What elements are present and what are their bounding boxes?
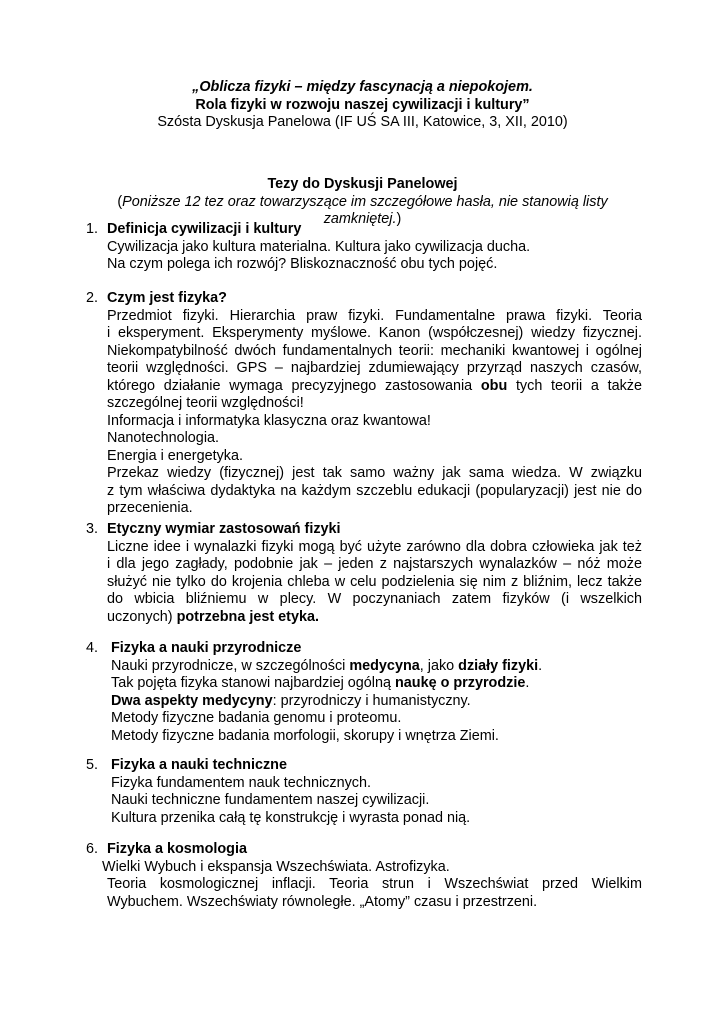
item-number: 1. <box>86 221 99 237</box>
item-line: Informacja i informatyka klasyczna oraz kwantowa! <box>107 412 431 429</box>
item-line: którego działanie wymaga precyzyjnego zastosowania obu tych teorii a także <box>107 377 643 394</box>
item-heading: Fizyka a nauki przyrodnicze <box>111 640 302 656</box>
item-line: Wybuchem. Wszechświaty równoległe. „Atomy” czasu i przestrzeni. <box>107 893 538 910</box>
item-line: szczególnej teorii względności! <box>107 395 304 411</box>
item-line: Nauki techniczne fundamentem naszej cywilizacji. <box>111 792 430 808</box>
item-line: teorii względności. GPS – najbardziej zdumiewający przyrząd naszych czasów, <box>107 360 642 376</box>
item-line: Niekompatybilność dwóch fundamentalnych teorii: mechaniki kwantowej i ogólnej <box>107 342 642 359</box>
item-number: 4. <box>86 640 99 656</box>
item-number: 3. <box>86 521 99 537</box>
item-heading: Definicja cywilizacji i kultury <box>107 221 302 237</box>
item-line: z tym właściwa dydaktyka na każdym szczeblu edukacji (popularyzacji) jest nie do <box>107 482 642 499</box>
item-heading: Fizyka a nauki techniczne <box>111 757 287 773</box>
item-line: Metody fizyczne badania morfologii, skorupy i wnętrza Ziemi. <box>111 727 499 744</box>
item-line: uczonych) potrzebna jest etyka. <box>107 608 319 625</box>
item-line: Metody fizyczne badania genomu i proteomu. <box>111 710 402 726</box>
item-heading: Czym jest fizyka? <box>107 290 227 306</box>
title-line-1: „Oblicza fizyki – między fascynacją a niepokojem. <box>192 79 533 95</box>
thesis-item-6 <box>86 841 642 911</box>
thesis-item-2 <box>86 290 642 518</box>
title-line-2: Rola fizyki w rozwoju naszej cywilizacji i kultury” <box>195 96 530 113</box>
item-line: przecenienia. <box>107 500 193 516</box>
theses-heading: Tezy do Dyskusji Panelowej <box>267 176 458 192</box>
item-line: Tak pojęta fizyka stanowi najbardziej ogólną naukę o przyrodzie. <box>111 675 530 691</box>
thesis-item-5 <box>86 757 642 827</box>
theses-note-line-1: (Poniższe 12 tez oraz towarzyszące im szczegółowe hasła, nie stanowią listy <box>117 193 608 210</box>
item-line: Wielki Wybuch i ekspansja Wszechświata. Astrofizyka. <box>102 858 450 875</box>
subtitle: Szósta Dyskusja Panelowa (IF UŚ SA III, Katowice, 3, XII, 2010) <box>157 114 568 130</box>
item-line: służyć nie tylko do krojenia chleba w celu podzielenia się nim z bliźnim, lecz także <box>107 573 642 590</box>
item-number: 5. <box>86 757 99 773</box>
item-heading: Fizyka a kosmologia <box>107 841 247 857</box>
thesis-item-4 <box>86 640 642 745</box>
item-line: Liczne idee i wynalazki fizyki mogą być użyte zarówno dla dobra człowieka jak też <box>107 538 642 555</box>
item-line: Nanotechnologia. <box>107 430 220 446</box>
item-number: 6. <box>86 841 99 857</box>
item-line: i eksperyment. Eksperymenty myślowe. Kanon (współczesnej) wiedzy fizycznej. <box>107 325 642 341</box>
item-heading: Etyczny wymiar zastosowań fizyki <box>107 521 341 537</box>
item-line: i dla jego zagłady, podobnie jak – jeden z najstarszych wynalazków – nóż może <box>107 556 642 572</box>
item-line: Teoria kosmologicznej inflacji. Teoria strun i Wszechświat przed Wielkim <box>107 876 642 892</box>
thesis-item-3 <box>86 521 642 626</box>
item-line: Kultura przenika całą tę konstrukcję i wyrasta ponad nią. <box>111 809 471 826</box>
item-line: Nauki przyrodnicze, w szczególności medycyna, jako działy fizyki. <box>111 657 543 674</box>
item-line: Na czym polega ich rozwój? Bliskoznaczność obu tych pojęć. <box>107 256 498 272</box>
item-line: Przedmiot fizyki. Hierarchia praw fizyki. Fundamentalne prawa fizyki. Teoria <box>107 307 642 324</box>
item-line: Fizyka fundamentem nauk technicznych. <box>111 774 371 791</box>
item-line: Energia i energetyka. <box>107 447 243 464</box>
item-line: do wbicia bliźniemu w plecy. W poczynaniach zatem fizyków (i wszelkich <box>107 591 642 607</box>
document-header <box>0 79 725 132</box>
item-line: Cywilizacja jako kultura materialna. Kultura jako cywilizacja ducha. <box>107 238 531 255</box>
theses-note-line-2: zamkniętej.) <box>323 211 402 227</box>
item-line: Przekaz wiedzy (fizycznej) jest tak samo ważny jak sama wiedza. W związku <box>107 465 642 481</box>
item-line: Dwa aspekty medycyny: przyrodniczy i humanistyczny. <box>111 692 471 709</box>
item-number: 2. <box>86 290 99 306</box>
thesis-item-1 <box>86 221 642 274</box>
